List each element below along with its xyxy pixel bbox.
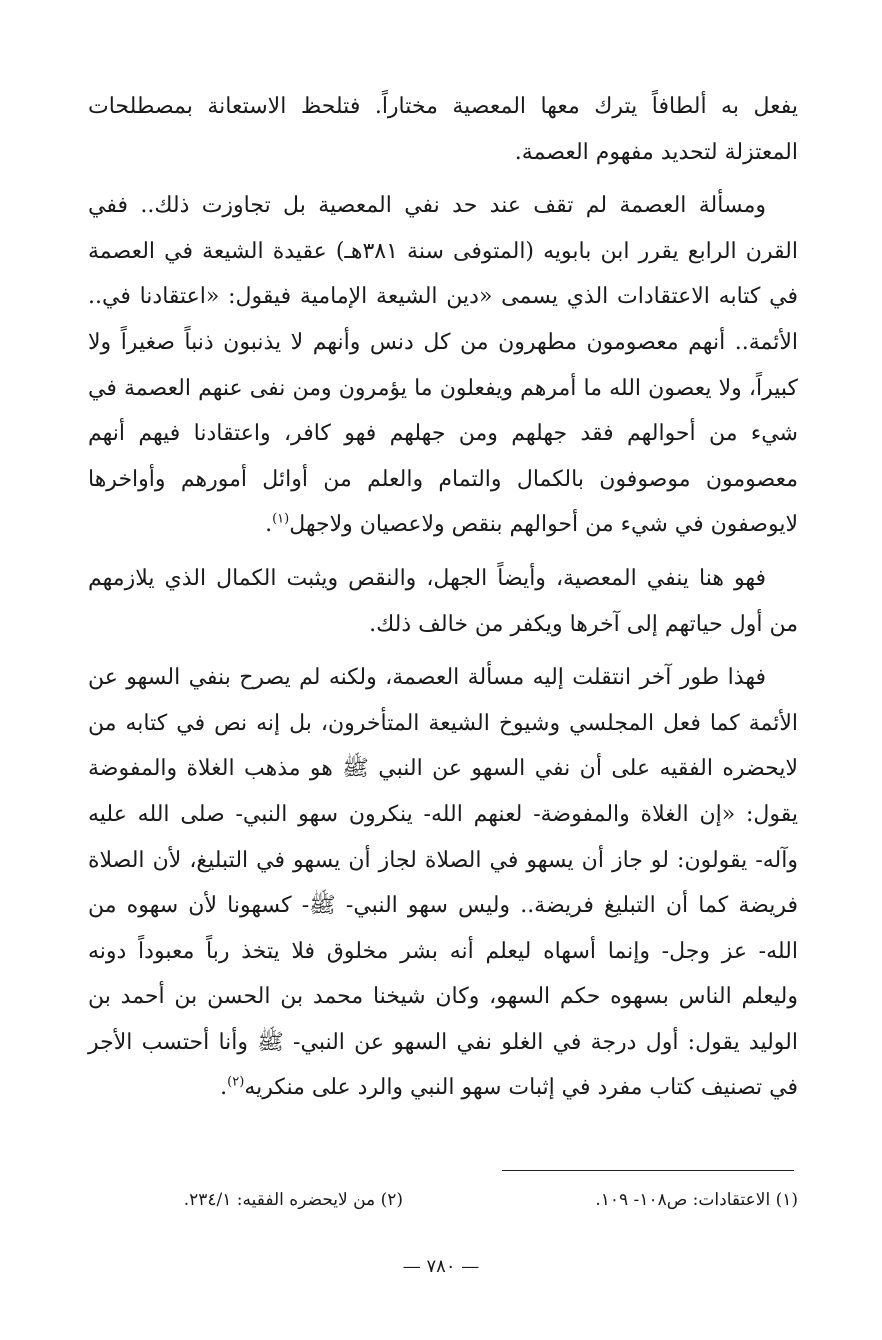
paragraph-1 xyxy=(88,84,798,175)
footnote-reference-2[interactable]: (٢) xyxy=(227,1075,245,1091)
footnote-divider xyxy=(502,1170,794,1171)
footnotes xyxy=(88,1190,798,1210)
paragraph-text: ومسألة العصمة لم تقف عند حد نفي المعصية بل تجاوزت ذلك.. ففي القرن الرابع يقرر ابن بابويه (المتوفى سنة ٣٨١هـ) عقيدة الشيعة في العصمة في كتابه الاعتقادات الذي يسمى «دين الشيعة الإمامية فيقول: «اعتقادنا في.. الأئمة.. أنهم معصومون مطهرون من كل دنس وأنهم لا يذنبون ذنباً صغيراً ولا كبيراً، ولا يعصون الله ما أمرهم ويفعلون ما يؤمرون ومن نفى عنهم العصمة في شيء من أحوالهم فقد جهلهم ومن جهلهم فهو كافر، واعتقادنا فيهم أنهم معصومون موصوفون بالكمال والتمام والعلم من أوائل أمورهم وأواخرها لايوصفون في شيء من أحوالهم بنقص ولاعصيان ولاجهل xyxy=(88,193,798,538)
footnote-number: (١) xyxy=(775,1190,798,1210)
footnote-2 xyxy=(88,1190,443,1210)
paragraph-text: فهذا طور آخر انتقلت إليه مسألة العصمة، ولكنه لم يصرح بنفي السهو عن الأئمة كما فعل المجلسي وشيوخ الشيعة المتأخرون، بل إنه نص في كتابه من لايحضره الفقيه على أن نفي السهو عن النبي ﷺ هو مذهب الغلاة والمفوضة يقول: «إن الغلاة والمفوضة- لعنهم الله- ينكرون سهو النبي- صلى الله عليه وآله- يقولون: لو جاز أن يسهو في الصلاة لجاز أن يسهو في التبليغ، لأن الصلاة فريضة كما أن التبليغ فريضة.. وليس سهو النبي- ﷺ- كسهونا لأن سهوه من الله- عز وجل- وإنما أسهاه ليعلم أنه بشر مخلوق فلا يتخذ رباً معبوداً دونه وليعلم الناس بسهوه حكم السهو، وكان شيخنا محمد بن الحسن بن أحمد بن الوليد يقول: أول درجة في الغلو نفي السهو عن النبي- ﷺ وأنا أحتسب الأجر في تصنيف كتاب مفرد في إثبات سهو النبي والرد على منكريه xyxy=(88,665,798,1101)
paragraph-2 xyxy=(88,183,798,548)
page-number: — ٧٨٠ — xyxy=(402,1256,480,1277)
footnote-reference-1[interactable]: (١) xyxy=(272,512,290,528)
footnote-number: (٢) xyxy=(380,1190,403,1210)
footnote-text: من لايحضره الفقيه: ٢٣٤/١. xyxy=(183,1190,376,1210)
page-body xyxy=(88,84,798,1111)
paragraph-text: يفعل به ألطافاً يترك معها المعصية مختاراً. فتلحظ الاستعانة بمصطلحات المعتزلة لتحديد مفهوم العصمة. xyxy=(88,94,798,165)
paragraph-tail: . xyxy=(220,1075,228,1101)
footnote-1 xyxy=(443,1190,798,1210)
paragraph-text: فهو هنا ينفي المعصية، وأيضاً الجهل، والنقص ويثبت الكمال الذي يلازمهم من أول حياتهم إلى آخرها ويكفر من خالف ذلك. xyxy=(88,565,798,637)
paragraph-3 xyxy=(88,556,798,647)
footnote-text: الاعتقادات: ص١٠٨- ١٠٩. xyxy=(595,1190,771,1210)
paragraph-tail: . xyxy=(265,512,273,538)
paragraph-4 xyxy=(88,655,798,1111)
